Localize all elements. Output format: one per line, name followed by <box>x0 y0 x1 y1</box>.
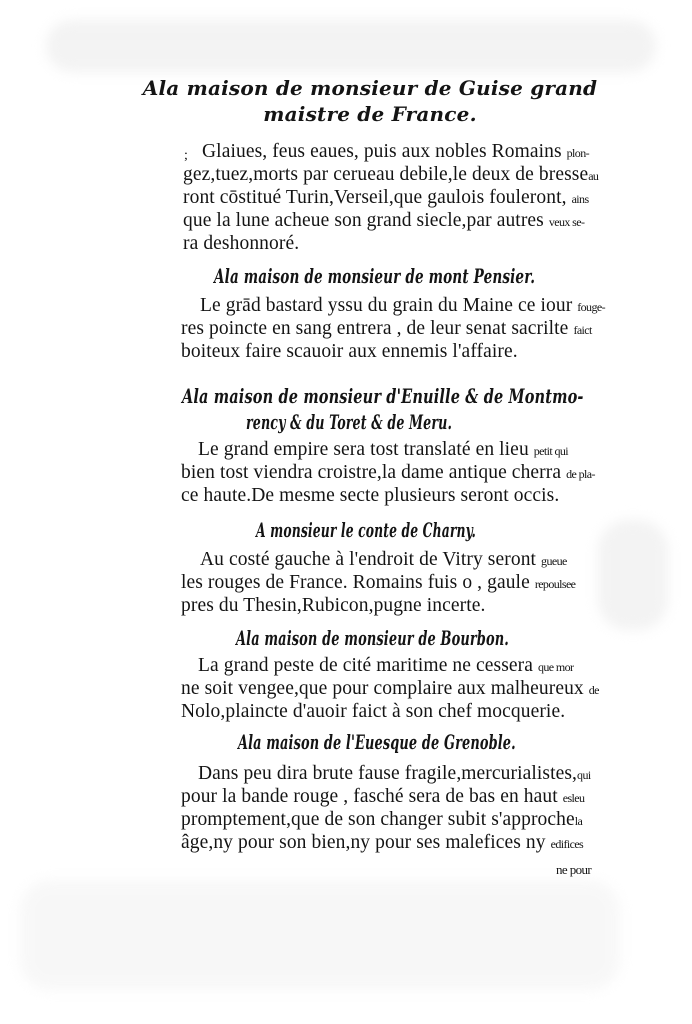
text-line: Dans peu dira brute fause fragile,mercurialistes,qui <box>198 763 591 784</box>
section-heading: maistre de France. <box>263 102 477 126</box>
section-heading: Ala maison de monsieur de Bourbon. <box>236 626 509 650</box>
text-line: que la lune acheue son grand siecle,par autres veux se- <box>183 210 585 231</box>
text-line: Glaiues, feus eaues, puis aux nobles Romains plon- <box>202 141 589 162</box>
text-line: ra deshonnoré. <box>183 233 300 254</box>
text-line: ront cōstitué Turin,Verseil,que gaulois fouleront, ains <box>183 187 589 208</box>
text-line: ce haute.De mesme secte plusieurs seront occis. <box>181 485 560 506</box>
text-line: Nolo,plaincte d'auoir faict à son chef mocquerie. <box>181 701 566 722</box>
page-stain-top <box>46 20 656 72</box>
text-line: gez,tuez,morts par cerueau debile,le deux de bresseau <box>183 164 599 185</box>
text-line: La grand peste de cité maritime ne cessera que mor <box>198 655 574 676</box>
section-heading: Ala maison de monsieur de Guise grand <box>142 76 598 100</box>
margin-mark: ; <box>184 148 188 163</box>
text-line: les rouges de France. Romains fuis o , gaule repoulsee <box>181 572 576 593</box>
text-line: Au costé gauche à l'endroit de Vitry seront gueue <box>200 549 567 570</box>
page-stain-bottom <box>20 880 620 990</box>
text-line: promptement,que de son changer subit s'approchela <box>181 809 583 830</box>
text-line: Le grād bastard yssu du grain du Maine ce iour fouge- <box>200 295 605 316</box>
text-line: bien tost viendra croistre,la dame antique cherra de pla- <box>181 462 595 483</box>
section-heading: Ala maison de monsieur de mont Pensier. <box>214 264 536 288</box>
section-heading: rency & du Toret & de Meru. <box>246 410 453 434</box>
text-line: Le grand empire sera tost translaté en lieu petit qui <box>198 439 569 460</box>
text-line: res poincte en sang entrera , de leur senat sacrilte faict <box>181 318 592 339</box>
text-line: pour la bande rouge , fasché sera de bas en haut esleu <box>181 786 585 807</box>
text-line: âge,ny pour son bien,ny pour ses malefices ny edifices <box>181 832 584 853</box>
section-heading: A monsieur le conte de Charny. <box>256 518 476 542</box>
text-line: boiteux faire scauoir aux ennemis l'affaire. <box>181 341 518 362</box>
catchword: ne pour <box>556 862 592 877</box>
section-heading: Ala maison de monsieur d'Enuille & de Montmo- <box>182 384 584 408</box>
text-line: pres du Thesin,Rubicon,pugne incerte. <box>181 595 486 616</box>
text-line: ne soit vengee,que pour complaire aux malheureux de <box>181 678 599 699</box>
section-heading: Ala maison de l'Euesque de Grenoble. <box>238 730 516 754</box>
